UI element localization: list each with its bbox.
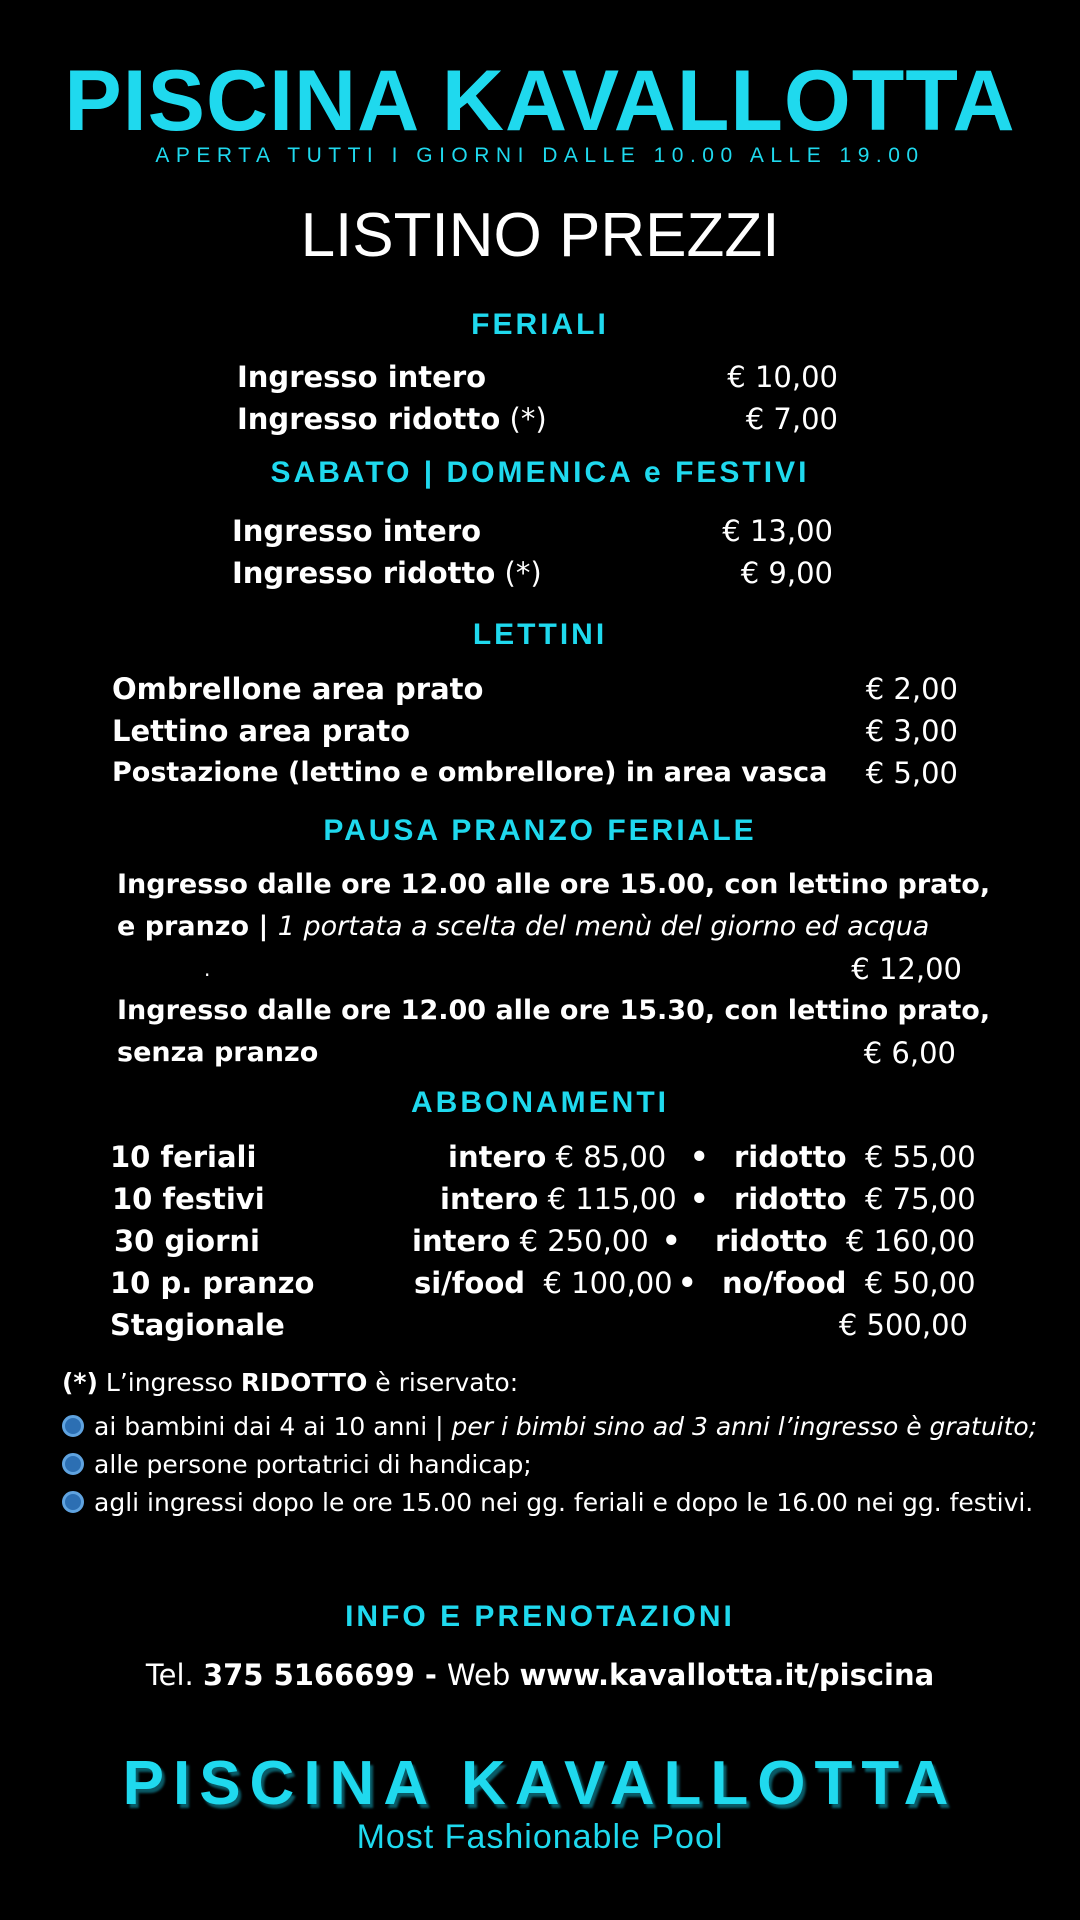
price-value: € 3,00 bbox=[865, 714, 958, 748]
price-label: Ingresso intero bbox=[232, 514, 482, 548]
price-row: Ingresso ridotto (*) € 9,00 bbox=[232, 552, 833, 594]
price-row bbox=[112, 752, 958, 794]
section-heading-pausa-pranzo: PAUSA PRANZO FERIALE bbox=[323, 814, 757, 847]
lunch-item-2-line-2: senza pranzo bbox=[117, 1037, 319, 1068]
footer-tagline: Most Fashionable Pool bbox=[356, 1818, 724, 1856]
subscription-price: € 500,00 bbox=[838, 1308, 968, 1342]
lunch-item-1-price: € 12,00 bbox=[851, 952, 962, 986]
bullet-icon bbox=[62, 1491, 84, 1513]
section-heading-abbonamenti: ABBONAMENTI bbox=[411, 1086, 669, 1119]
price-label: Ingresso ridotto bbox=[232, 556, 496, 590]
lunch-item-2-line-1: Ingresso dalle ore 12.00 alle ore 15.30, con lettino prato, bbox=[117, 995, 991, 1026]
price-label: Postazione (lettino e ombrellore) in area vasca bbox=[112, 757, 828, 788]
lunch-item-1-line-2: e pranzo | 1 portata a scelta del menù del giorno ed acqua bbox=[117, 911, 930, 942]
price-row bbox=[232, 510, 833, 552]
page-title: PISCINA KAVALLOTTA bbox=[64, 53, 1016, 149]
opening-hours: APERTA TUTTI I GIORNI DALLE 10.00 ALLE 19.00 bbox=[155, 144, 925, 167]
separator: • bbox=[690, 1182, 709, 1216]
price-value: € 2,00 bbox=[865, 672, 958, 706]
price-value: € 7,00 bbox=[745, 402, 838, 436]
price-label: Ingresso intero bbox=[237, 360, 487, 394]
section-heading-lettini: LETTINI bbox=[472, 618, 608, 651]
price-label: Lettino area prato bbox=[112, 714, 411, 748]
note-bullet: agli ingressi dopo le ore 15.00 nei gg. feriali e dopo le 16.00 nei gg. festivi. bbox=[62, 1488, 1033, 1517]
section-heading-feriali: FERIALI bbox=[471, 308, 609, 341]
separator: • bbox=[678, 1266, 697, 1300]
footer-logo-title: PISCINA KAVALLOTTA bbox=[122, 1749, 958, 1818]
subscription-row bbox=[0, 1304, 1080, 1346]
price-value: € 13,00 bbox=[722, 514, 833, 548]
subscription-name: 10 festivi bbox=[112, 1182, 265, 1216]
price-row bbox=[237, 356, 838, 398]
subscription-name: 10 p. pranzo bbox=[110, 1266, 315, 1300]
price-value: € 5,00 bbox=[865, 756, 958, 790]
info-heading: INFO E PRENOTAZIONI bbox=[345, 1600, 735, 1633]
subscription-name: 10 feriali bbox=[110, 1140, 257, 1174]
price-row bbox=[112, 710, 958, 752]
subscription-row: 10 p. pranzo si/food € 100,00 • no/food € 50,00 bbox=[0, 1262, 1080, 1304]
subscription-row: 30 giorni intero € 250,00 • ridotto € 160,00 bbox=[0, 1220, 1080, 1262]
price-value: € 10,00 bbox=[727, 360, 838, 394]
price-label: Ombrellone area prato bbox=[112, 672, 484, 706]
lunch-item-2-price: € 6,00 bbox=[863, 1036, 956, 1070]
price-list-heading: LISTINO PREZZI bbox=[300, 201, 780, 270]
subscription-name: 30 giorni bbox=[114, 1224, 260, 1258]
subscription-name: Stagionale bbox=[110, 1308, 285, 1342]
price-label: Ingresso ridotto bbox=[237, 402, 501, 436]
separator: • bbox=[662, 1224, 681, 1258]
bullet-icon bbox=[62, 1453, 84, 1475]
price-row: Ingresso ridotto (*) € 7,00 bbox=[237, 398, 838, 440]
separator: • bbox=[690, 1140, 709, 1174]
note-bullet: alle persone portatrici di handicap; bbox=[62, 1450, 532, 1479]
reduced-ticket-note: (*) L’ingresso RIDOTTO è riservato: bbox=[62, 1368, 519, 1397]
bullet-icon bbox=[62, 1415, 84, 1437]
dot: . bbox=[204, 957, 211, 981]
website-link[interactable]: www.kavallotta.it/piscina bbox=[519, 1658, 935, 1692]
price-row bbox=[112, 668, 958, 710]
subscription-row: 10 feriali intero € 85,00 • ridotto € 55,00 bbox=[0, 1136, 1080, 1178]
phone-number[interactable]: 375 5166699 - bbox=[202, 1658, 448, 1692]
subscription-row: 10 festivi intero € 115,00 • ridotto € 75,00 bbox=[0, 1178, 1080, 1220]
lunch-item-1-line-1: Ingresso dalle ore 12.00 alle ore 15.00, con lettino prato, bbox=[117, 869, 991, 900]
price-value: € 9,00 bbox=[740, 556, 833, 590]
section-heading-festivi: SABATO | DOMENICA e FESTIVI bbox=[270, 456, 810, 489]
note-bullet: ai bambini dai 4 ai 10 anni | per i bimbi sino ad 3 anni l’ingresso è gratuito; bbox=[62, 1412, 1037, 1441]
contact-line: Tel. 375 5166699 - Web www.kavallotta.it/piscina bbox=[145, 1658, 935, 1692]
